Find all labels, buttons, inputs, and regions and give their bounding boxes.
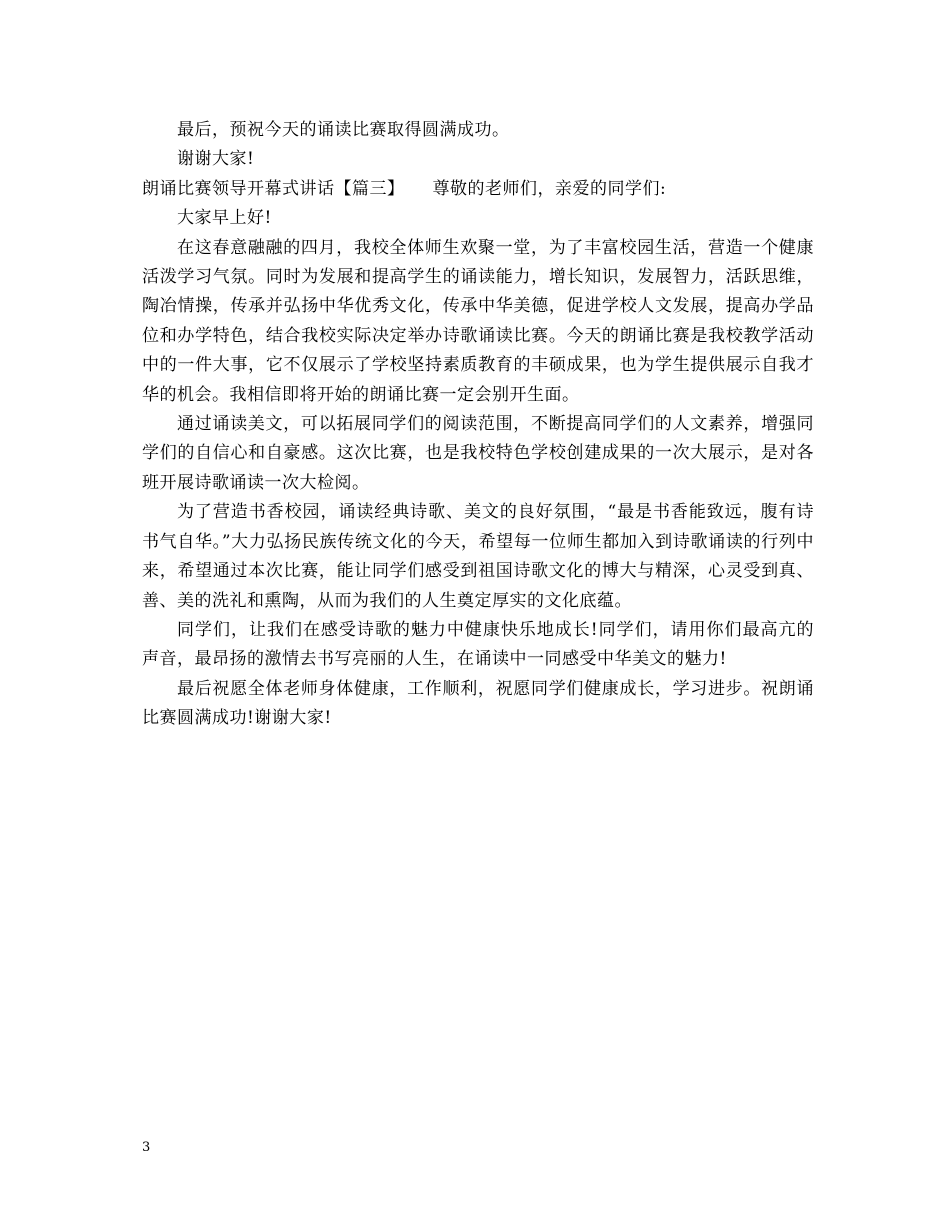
paragraph-body-1: 在这春意融融的四月，我校全体师生欢聚一堂，为了丰富校园生活，营造一个健康活泼学习气氛。同时为发展和提高学生的诵读能力，增长知识，发展智力，活跃思维，陶冶情操，传承并弘扬中华优秀文化，传承中华美德，促进学校人文发展，提高办学品位和办学特色，结合我校实际决定举办诗歌诵读比赛。今天的朗诵比赛是我校教学活动中的一件大事，它不仅展示了学校坚持素质教育的丰硕成果，也为学生提供展示自我才华的机会。我相信即将开始的朗诵比赛一定会别开生面。: [142, 237, 814, 405]
section-title: 朗诵比赛领导开幕式讲话【篇三】: [142, 178, 405, 199]
paragraph-body-5: 最后祝愿全体老师身体健康，工作顺利，祝愿同学们健康成长，学习进步。祝朗诵比赛圆满成功!谢谢大家!: [142, 678, 814, 729]
paragraph-body-4: 同学们，让我们在感受诗歌的魅力中健康快乐地成长!同学们，请用你们最高亢的声音，最昂扬的激情去书写亮丽的人生，在诵读中一同感受中华美文的魅力!: [142, 619, 814, 670]
salutation: 尊敬的老师们，亲爱的同学们:: [432, 178, 667, 199]
document-body: [142, 116, 814, 734]
paragraph-closing-wish: 最后，预祝今天的诵读比赛取得圆满成功。: [177, 120, 510, 140]
paragraph-body-3: 为了营造书香校园，诵读经典诗歌、美文的良好氛围，“最是书香能致远，腹有诗书气自华。”大力弘扬民族传统文化的今天，希望每一位师生都加入到诗歌诵读的行列中来，希望通过本次比赛，能让同学们感受到祖国诗歌文化的博大与精深，心灵受到真、善、美的洗礼和熏陶，从而为我们的人生奠定厚实的文化底蕴。: [142, 502, 814, 611]
paragraph-thanks: 谢谢大家!: [177, 149, 255, 170]
paragraph-greeting: 大家早上好!: [177, 208, 272, 229]
section-heading-row: [142, 175, 814, 204]
paragraph-body-2: 通过诵读美文，可以拓展同学们的阅读范围，不断提高同学们的人文素养，增强同学们的自信心和自豪感。这次比赛，也是我校特色学校创建成果的一次大展示，是对各班开展诗歌诵读一次大检阅。: [142, 414, 814, 493]
page-number: 3: [142, 1140, 151, 1155]
